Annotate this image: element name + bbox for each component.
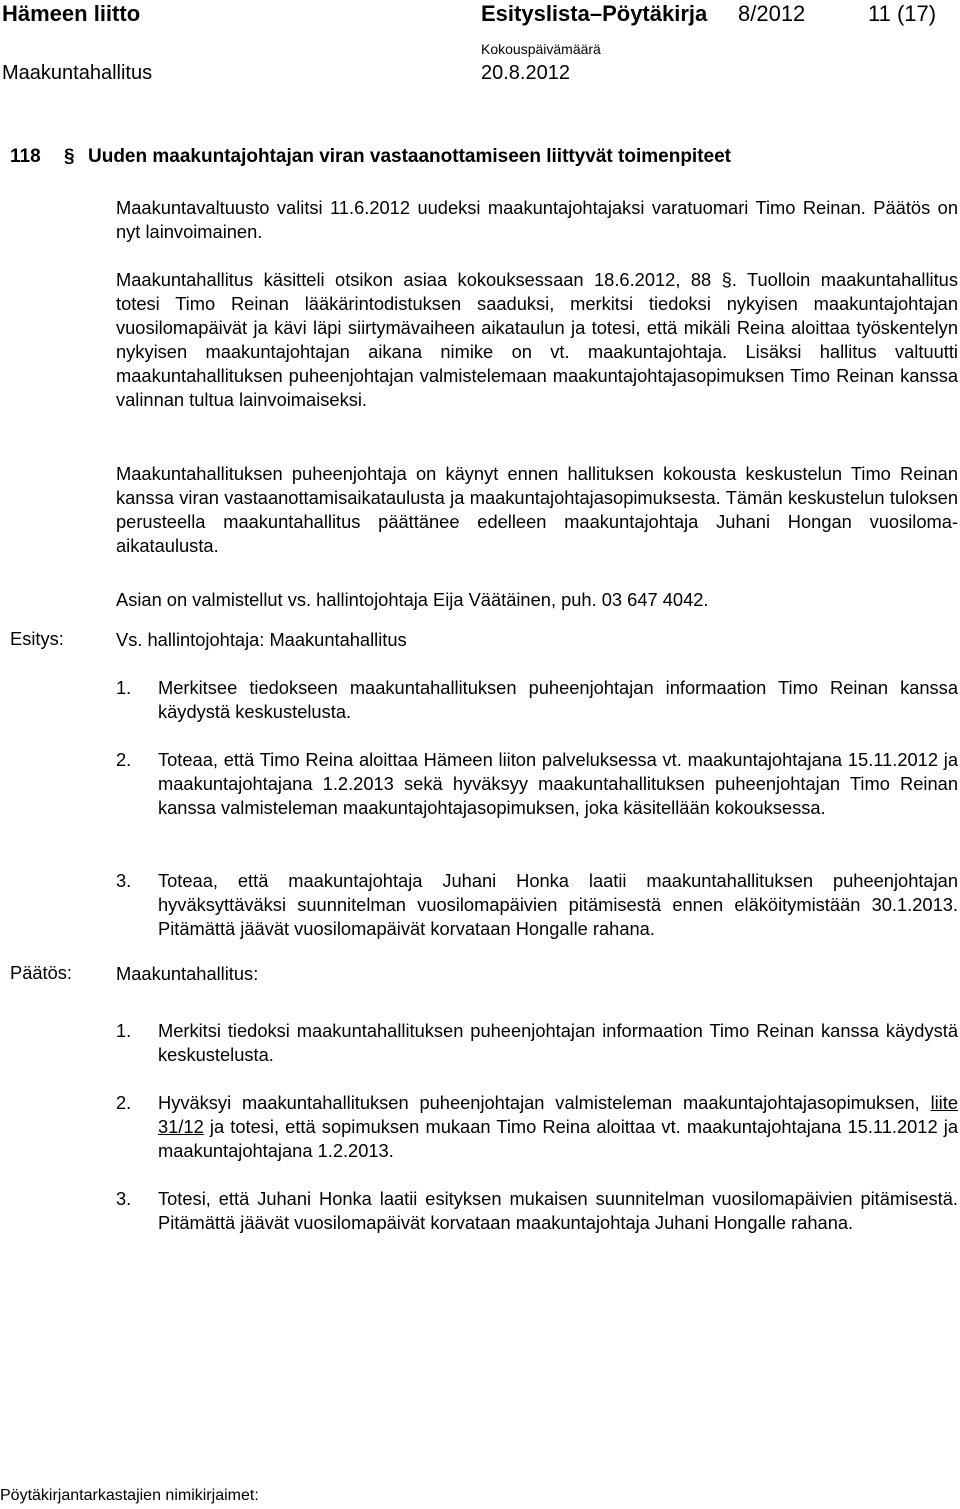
document-header — [0, 0, 960, 90]
body-name: Maakuntahallitus — [2, 62, 153, 84]
item-num: 3. — [116, 870, 132, 891]
decision-item-3 — [116, 1187, 958, 1235]
doc-type: Esityslista–Pöytäkirja — [481, 1, 708, 26]
item-text: Totesi, että Juhani Honka laatii esityksen mukaisen suunnitelman vuosilomapäivien pitämisestä. Pitämättä jäävät vuosilomapäivät korvataan maakuntajohtaja Juhani Hongalle rahana. — [158, 1188, 958, 1234]
doc-number: 8/2012 — [738, 1, 806, 26]
proposal-item-2 — [116, 748, 958, 820]
item-text-after: ja totesi, että sopimuksen mukaan Timo Reina aloittaa vt. maakuntajohtajana 15.11.2012 ja maakuntajohtajana 1.2.2013. — [158, 1116, 958, 1162]
decision-item-2 — [116, 1091, 958, 1163]
item-number: 118 — [10, 146, 41, 167]
proposal-presenter: Vs. hallintojohtaja: Maakuntahallitus — [116, 629, 407, 650]
item-num: 2. — [116, 1092, 132, 1113]
paragraph-4: Asian on valmistellut vs. hallintojohtaja Eija Väätäinen, puh. 03 647 4042. — [116, 589, 709, 610]
decision-label: Päätös: — [10, 962, 72, 983]
item-text-before: Hyväksyi maakuntahallituksen puheenjohtajan valmisteleman maakuntajohtajasopimuksen, — [158, 1092, 931, 1113]
proposal-label: Esitys: — [10, 628, 64, 649]
item-text — [158, 1091, 958, 1163]
section-sign: § — [64, 146, 75, 167]
date-label: Kokouspäivämäärä — [481, 41, 601, 57]
org-name: Hämeen liitto — [2, 1, 141, 26]
item-text: Toteaa, että maakuntajohtaja Juhani Honka laatii maakuntahallituksen puheenjohtajan hyväksyttäväksi suunnitelman vuosilomapäivien pitämisestä ennen eläköitymistään 30.1.2013. Pitämättä jäävät vuosilomapäivät korvataan Hongalle rahana. — [158, 870, 958, 940]
paragraph-1: Maakuntavaltuusto valitsi 11.6.2012 uudeksi maakuntajohtajaksi varatuomari Timo Reinan. Päätös on nyt lainvoimainen. — [116, 197, 958, 243]
decision-item-1 — [116, 1019, 958, 1067]
item-text: Merkitsi tiedoksi maakuntahallituksen puheenjohtajan informaation Timo Reinan kanssa käydystä keskustelusta. — [158, 1020, 958, 1066]
page-number: 11 (17) — [868, 1, 937, 26]
item-num: 1. — [116, 677, 132, 698]
item-title: Uuden maakuntajohtajan viran vastaanottamiseen liittyvät toimenpiteet — [88, 146, 731, 167]
item-num: 3. — [116, 1188, 132, 1209]
proposal-item-3 — [116, 869, 958, 941]
meeting-date: 20.8.2012 — [481, 62, 570, 84]
footer-initials-label: Pöytäkirjantarkastajien nimikirjaimet: — [0, 1487, 259, 1504]
item-text: Merkitsee tiedokseen maakuntahallituksen puheenjohtajan informaation Timo Reinan kanssa käydystä keskustelusta. — [158, 677, 958, 723]
item-text: Toteaa, että Timo Reina aloittaa Hämeen liiton palveluksessa vt. maakuntajohtajana 15.11.2012 ja maakuntajohtajana 1.2.2013 sekä hyväksyy maakuntahallituksen puheenjohtajan Timo Reinan kanssa valmisteleman maakuntajohtajasopimuksen, joka käsitellään kokouksessa. — [158, 749, 958, 819]
attachment-link[interactable]: liite 31/12 — [158, 1092, 958, 1138]
decision-decider: Maakuntahallitus: — [116, 963, 259, 984]
paragraph-3: Maakuntahallituksen puheenjohtaja on käynyt ennen hallituksen kokousta keskustelun Timo Reinan kanssa viran vastaanottamisaikataulusta ja maakuntajohtajasopimuksesta. Tämän keskustelun tuloksen perusteella maakuntahallitus päättänee edelleen maakuntajohtaja Juhani Hongan vuosiloma-aikataulusta. — [116, 463, 958, 557]
item-num: 1. — [116, 1020, 132, 1041]
proposal-item-1 — [116, 676, 958, 724]
paragraph-2: Maakuntahallitus käsitteli otsikon asiaa kokouksessaan 18.6.2012, 88 §. Tuolloin maakuntahallitus totesi Timo Reinan lääkärintodistuksen saaduksi, merkitsi tiedoksi nykyisen maakuntajohtajan vuosilomapäivät ja kävi läpi siirtymävaiheen aikataulun ja totesi, että mikäli Reina aloittaa työskentelyn nykyisen maakuntajohtajan aikana nimike on vt. maakuntajohtaja. Lisäksi hallitus valtuutti maakuntahallituksen puheenjohtajan valmistelemaan maakuntajohtajasopimuksen Timo Reinan kanssa valinnan tultua lainvoimaiseksi. — [116, 269, 958, 411]
item-num: 2. — [116, 749, 132, 770]
